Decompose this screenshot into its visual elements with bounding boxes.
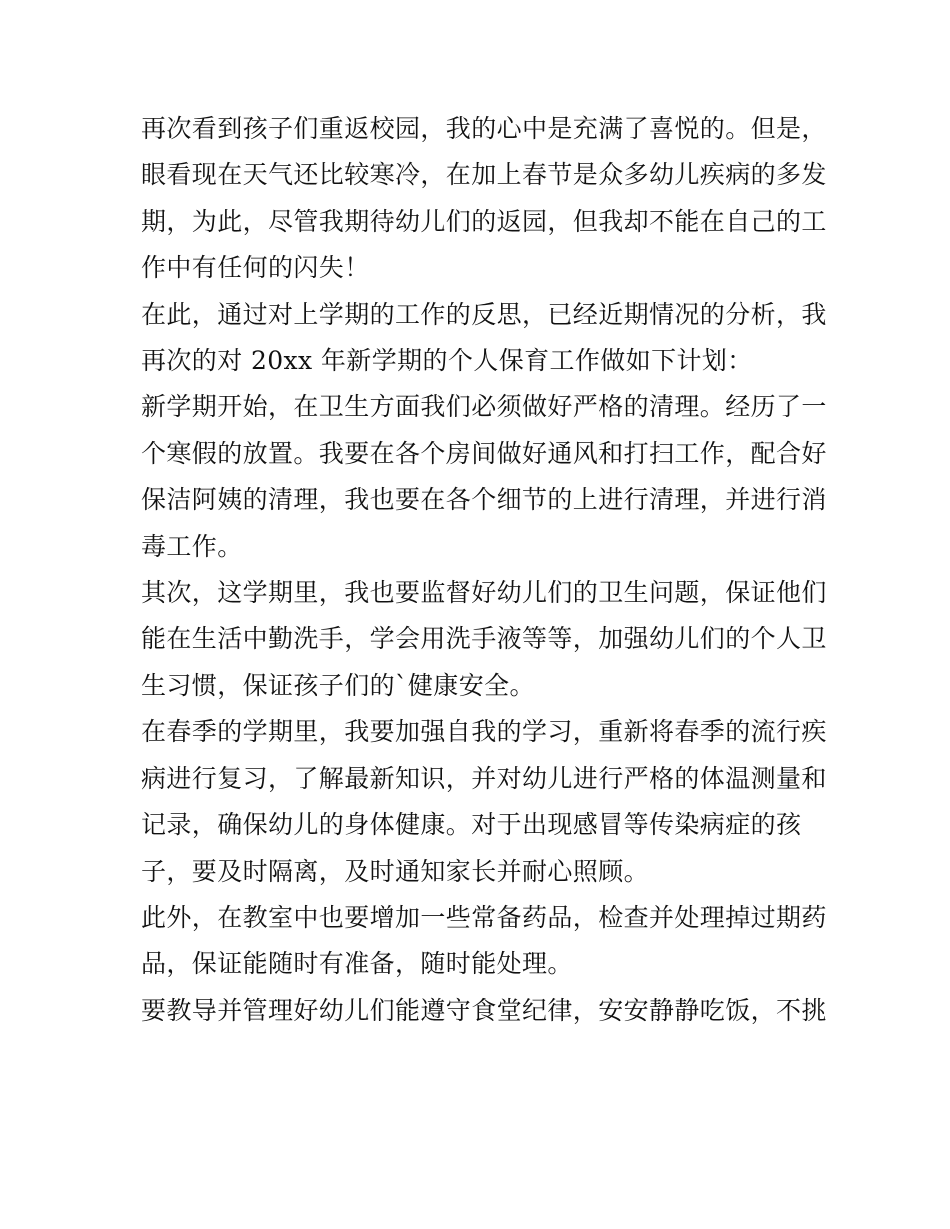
text-line: 保洁阿姨的清理，我也要在各个细节的上进行清理，并进行消	[141, 485, 827, 515]
text-line: 眼看现在天气还比较寒冷，在加上春节是众多幼儿疾病的多发	[141, 160, 827, 190]
text-line: 病进行复习，了解最新知识，并对幼儿进行严格的体温测量和	[141, 763, 827, 793]
text-line: 在此，通过对上学期的工作的反思，已经近期情况的分析，我	[141, 299, 827, 329]
text-line: 新学期开始，在卫生方面我们必须做好严格的清理。经历了一	[141, 392, 827, 422]
text-line: 生习惯，保证孩子们的`健康安全。	[141, 670, 535, 700]
text-line: 作中有任何的闪失！	[141, 253, 370, 283]
text-line: 期，为此，尽管我期待幼儿们的返园，但我却不能在自己的工	[141, 206, 827, 236]
text-line: 要教导并管理好幼儿们能遵守食堂纪律，安安静静吃饭，不挑	[141, 995, 827, 1025]
text-line: 此外，在教室中也要增加一些常备药品，检查并处理掉过期药	[141, 902, 827, 932]
document-body	[141, 106, 827, 1034]
text-line: 再次看到孩子们重返校园，我的心中是充满了喜悦的。但是，	[141, 114, 827, 143]
text-line: 再次的对 20xx 年新学期的个人保育工作做如下计划：	[141, 346, 753, 376]
text-line: 能在生活中勤洗手，学会用洗手液等等，加强幼儿们的个人卫	[141, 624, 827, 654]
text-line: 在春季的学期里，我要加强自我的学习，重新将春季的流行疾	[141, 717, 827, 747]
text-line: 个寒假的放置。我要在各个房间做好通风和打扫工作，配合好	[141, 438, 827, 468]
text-line: 其次，这学期里，我也要监督好幼儿们的卫生问题，保证他们	[141, 578, 827, 608]
text-line: 子，要及时隔离，及时通知家长并耐心照顾。	[141, 856, 650, 886]
text-line: 毒工作。	[141, 531, 243, 561]
text-line: 记录，确保幼儿的身体健康。对于出现感冒等传染病症的孩	[141, 810, 802, 840]
text-line: 品，保证能随时有准备，随时能处理。	[141, 949, 573, 979]
